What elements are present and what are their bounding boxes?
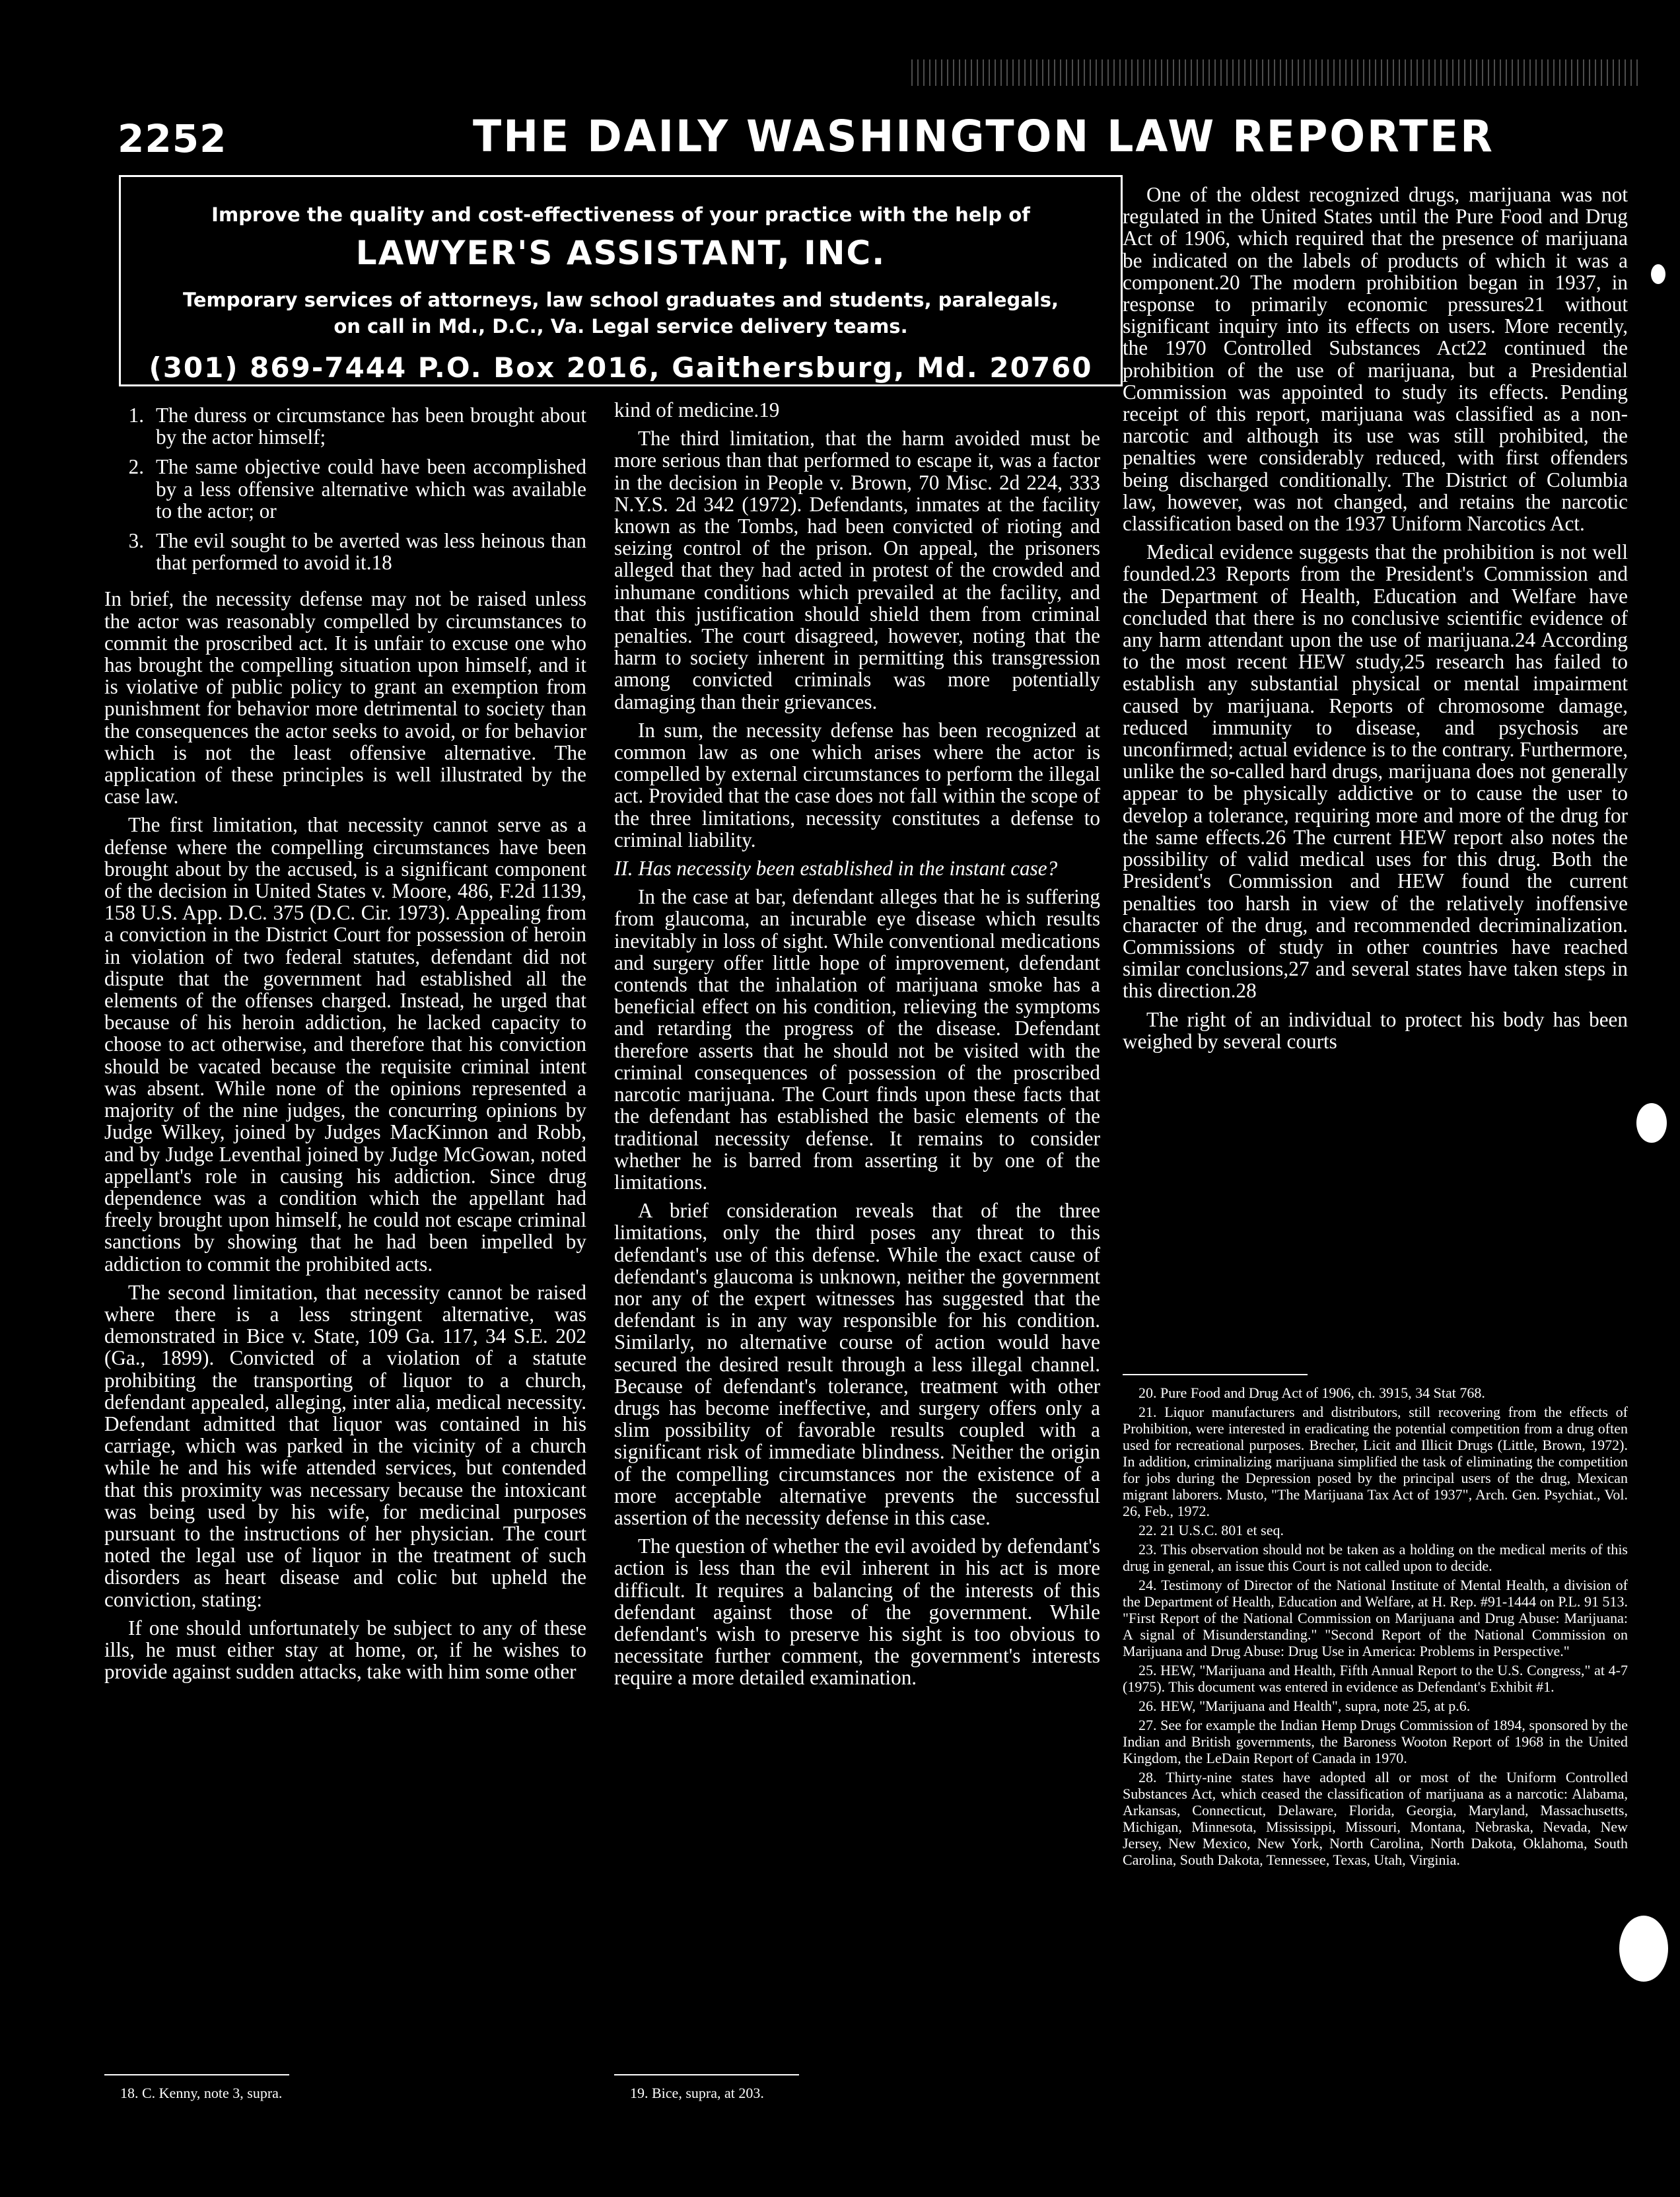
paragraph: A brief consideration reveals that of the three limitations, only the third poses any threat to this defendant's use of this defense. While the exact cause of defendant's glaucoma is unknown, neither the government nor any of the expert witnesses has suggested that the defendant is in any way responsible for his condition. Similarly, no alternative course of action would have secured the desired result through a less illegal channel. Because of defendant's tolerance, treatment with other drugs has become ineffective, and surgery offers only a slim possibility of favorable results coupled with a significant risk of immediate blindness. Neither the origin of the compelling circumstances nor the existence of a more acceptable alternative prevents the successful assertion of the necessity defense in this case. [614, 1199, 1100, 1529]
paragraph: In sum, the necessity defense has been recognized at common law as one which arises where the actor is compelled by external circumstances to perform the illegal act. Provided that the case does not fall within the scope of the three limitations, necessity constitutes a defense to criminal liability. [614, 718, 1100, 851]
footnote-text: 21. Liquor manufacturers and distributors, still recovering from the effects of Prohibition, were interested in eradicating the potential competition from a drug often used for recreational purposes. Brecher, Licit and Illicit Drugs (Little, Brown, 1972). In addition, criminalizing marijuana simplified the task of eliminating the competition for jobs during the Depression posed by the principal users of the drug, Mexican migrant laborers. Musto, "The Marijuana Tax Act of 1937", Arch. Gen. Psychiat., Vol. 26, Feb., 1972. [1123, 1404, 1628, 1519]
footnote-18 [104, 2074, 567, 2104]
footnote-text: 25. HEW, "Marijuana and Health, Fifth Annual Report to the U.S. Congress," at 4-7 (1975). This document was entered in evidence as Defendant's Exhibit #1. [1123, 1662, 1628, 1695]
footnote-text: 28. Thirty-nine states have adopted all or most of the Uniform Controlled Substances Act, which ceased the classification of marijuana as a narcotic: Alabama, Arkansas, Connecticut, Delaware, Florida, Georgia, Maryland, Massachusetts, Michigan, Minnesota, Mississippi, Missouri, Montana, Nebraska, Nevada, New Jersey, New Mexico, New York, North Carolina, North Dakota, Oklahoma, South Carolina, South Dakota, Tennessee, Texas, Utah, Virginia. [1123, 1769, 1628, 1868]
paragraph: The first limitation, that necessity cannot serve as a defense where the compelling circumstances have been brought about by the accused, is a significant component of the decision in United States v. Moore, 486, F.2d 1139, 158 U.S. App. D.C. 375 (D.C. Cir. 1973). Appealing from a conviction in the District Court for possession of heroin in violation of two federal statutes, defendant did not dispute that the government had established all the elements of the offenses charged. Instead, he urged that because of his heroin addiction, he lacked capacity to choose to act otherwise, and therefore that his conviction should be vacated because the requisite criminal intent was absent. While none of the opinions represented a majority of the nine judges, the concurring opinions by Judge Wilkey, joined by Judges MacKinnon and Robb, and by Judge Leventhal joined by Judge McGowan, noted appellant's role in causing his addiction. Since drug dependence was a condition which the appellant had freely brought upon himself, he could not escape criminal sanctions by showing that he had been impelled by addiction to commit the prohibited acts. [104, 813, 586, 1276]
newspaper-title: THE DAILY WASHINGTON LAW REPORTER [473, 111, 1494, 162]
paragraph: The third limitation, that the harm avoided must be more serious than that performed to escape it, was a factor in the decision in People v. Brown, 70 Misc. 2d 224, 333 N.Y.S. 2d 342 (1972). Defendants, inmates at the facility known as the Tombs, had been convicted of rioting and seizing control of the prison. On appeal, the prisoners alleged that they had acted in protest of the crowded and inhumane conditions which prevailed at the facility, and that this justification should shield them from criminal penalties. The court disagreed, however, noting that the harm to society inherent in permitting this transgression among convicted criminals was more potentially damaging than their grievances. [614, 427, 1100, 713]
paragraph: The right of an individual to protect his body has been weighed by several courts [1123, 1007, 1628, 1053]
ad-tagline: Improve the quality and cost-effectiveness of your practice with the help of [211, 203, 1030, 226]
footnote-text: 18. C. Kenny, note 3, supra. [120, 2085, 283, 2101]
list-text: The duress or circumstance has been brought about by the actor himself; [156, 404, 586, 449]
page-number: 2252 [118, 116, 227, 161]
scan-noise [911, 59, 1638, 86]
ad-company-name: LAWYER'S ASSISTANT, INC. [355, 234, 886, 272]
list-item [104, 456, 586, 522]
masthead [0, 111, 1680, 170]
list-number: 2. [128, 455, 144, 479]
footnote-text: 24. Testimony of Director of the National Institute of Mental Health, a division of the Department of Health, Education and Welfare, at H. Rep. #91-1444 on P.L. 91 513. "First Report of the National Commission on Marijuana and Drug Abuse: Marijuana: A signal of Misunderstanding." "Second Report of the National Commission on Marijuana and Drug Abuse: Drug Use in America: Problems in Perspective." [1123, 1577, 1628, 1659]
column-right [1123, 184, 1628, 1059]
footnote-text: 23. This observation should not be taken as a holding on the medical merits of this drug in general, an issue this Court is not called upon to decide. [1123, 1541, 1628, 1574]
ad-services-line: on call in Md., D.C., Va. Legal service delivery teams. [333, 315, 908, 338]
section-heading: II. Has necessity been established in the instant case? [614, 857, 1058, 881]
paragraph: Medical evidence suggests that the prohibition is not well founded.23 Reports from the President's Commission and the Department of Health, Education and Welfare have concluded that there is no conclusive scientific evidence of any harm attendant upon the use of marijuana.24 According to the most recent HEW study,25 research has failed to establish any substantial physical or mental impairment caused by marijuana. Reports of chromosome damage, reduced immunity to disease, and psychosis are unconfirmed; actual evidence is to the contrary. Furthermore, unlike the so-called hard drugs, marijuana does not generally appear to be physically addictive or to cause the user to develop a tolerance, requiring more and more of the drug for the same effects.26 The current HEW report also notes the possibility of valid medical uses for this drug. Both the President's Commission and HEW found the current penalties too harsh in view of the relatively inoffensive character of the drug, and recommended decriminalization. Commissions of study in other countries have reached similar conclusions,27 and several states have taken steps in this direction.28 [1123, 540, 1628, 1003]
paragraph: kind of medicine.19 [614, 398, 780, 421]
advertisement-box [119, 175, 1123, 386]
footnote-19 [614, 2074, 1076, 2104]
list-number: 3. [128, 529, 144, 553]
paragraph: In the case at bar, defendant alleges that he is suffering from glaucoma, an incurable eye disease which results inevitably in loss of sight. While conventional medications and surgery offer little hope of improvement, defendant contends that the inhalation of marijuana smoke has a beneficial effect on his condition, relieving the symptoms and retarding the progress of the disease. Defendant therefore asserts that he should not be visited with the criminal consequences of possession of the proscribed narcotic marijuana. The Court finds upon these facts that the defendant has established the basic elements of the traditional necessity defense. It remains to consider whether he is barred from asserting it by one of the limitations. [614, 885, 1100, 1194]
list-item [104, 530, 586, 573]
list-number: 1. [128, 404, 144, 427]
punch-hole-speck [1651, 264, 1665, 284]
limitations-list [104, 404, 586, 573]
punch-hole-speck [1619, 1916, 1668, 1982]
column-left [104, 404, 586, 1689]
footnote-text: 26. HEW, "Marijuana and Health", supra, note 25, at p.6. [1138, 1698, 1471, 1714]
footnote-text: 19. Bice, supra, at 203. [630, 2085, 764, 2101]
ad-contact: (301) 869-7444 P.O. Box 2016, Gaithersburg, Md. 20760 [149, 351, 1093, 384]
paragraph: The second limitation, that necessity cannot be raised where there is a less stringent alternative, was demonstrated in Bice v. State, 109 Ga. 117, 34 S.E. 202 (Ga., 1899). Convicted of a violation of a statute prohibiting the transporting of liquor to a church, defendant appealed, alleging, inter alia, medical necessity. Defendant admitted that liquor was contained in his carriage, which was parked in the vicinity of a church while he and his wife attended services, but contended that this proximity was necessary because the intoxicant was being used by his wife, for medicinal purposes pursuant to the instructions of her physician. The court noted the legal use of liquor in the treatment of such disorders as heart disease and colic but upheld the conviction, stating: [104, 1280, 586, 1611]
paragraph: The question of whether the evil avoided by defendant's action is less than the evil inherent in his act is more difficult. It requires a balancing of the interests of this defendant against those of the government. While defendant's wish to preserve his sight is too obvious to necessitate further comment, the government's interests require a more detailed examination. [614, 1534, 1100, 1690]
paragraph: In brief, the necessity defense may not be raised unless the actor was reasonably compelled by circumstances to commit the proscribed act. It is unfair to excuse one who has brought the compelling situation upon himself, and it is violative of public policy to grant an exemption from punishment for behavior more detrimental to society than the consequences the actor seeks to avoid, or for behavior which is not the least offensive alternative. The application of these principles is well illustrated by the case law. [104, 587, 586, 809]
ad-services-line: Temporary services of attorneys, law school graduates and students, paralegals, [182, 289, 1059, 311]
list-text: The same objective could have been accomplished by a less offensive alternative which was available to the actor; or [156, 455, 586, 522]
footnote-text: 20. Pure Food and Drug Act of 1906, ch. 3915, 34 Stat 768. [1138, 1385, 1485, 1401]
footnote-text: 22. 21 U.S.C. 801 et seq. [1138, 1522, 1284, 1538]
ad-services [121, 287, 1121, 340]
column-middle [614, 399, 1100, 1696]
paragraph: One of the oldest recognized drugs, marijuana was not regulated in the United States until the Pure Food and Drug Act of 1906, which required that the presence of marijuana be indicated on the labels of products of which it was a component.20 The modern prohibition began in 1937, in response to primarily economic pressures21 without significant inquiry into its effects on users. More recently, the 1970 Controlled Substances Act22 continued the prohibition of the use of marijuana, but a Presidential Commission was appointed to study its effects. Pending receipt of this report, marijuana was classified as a non-narcotic and although its use was still prohibited, the penalties were considerably reduced, with first offenders being discharged conditionally. The District of Columbia law, however, was not changed, and retains the narcotic classification based on the 1937 Uniform Narcotics Act. [1123, 183, 1628, 536]
punch-hole-speck [1636, 1103, 1667, 1143]
list-item [104, 404, 586, 448]
block-quote: If one should unfortunately be subject to any of these ills, he must either stay at home, or, if he wishes to provide against sudden attacks, take with him some other [104, 1616, 586, 1684]
footnote-rule [1123, 1374, 1308, 1375]
footnote-rule [614, 2074, 799, 2075]
footnote-rule [104, 2074, 289, 2075]
list-text: The evil sought to be averted was less heinous than that performed to avoid it.18 [156, 529, 586, 575]
footnotes-block [1123, 1374, 1628, 1871]
footnote-text: 27. See for example the Indian Hemp Drugs Commission of 1894, sponsored by the Indian and British governments, the Baroness Wooton Report of 1968 in the United Kingdom, the LeDain Report of Canada in 1970. [1123, 1717, 1628, 1766]
